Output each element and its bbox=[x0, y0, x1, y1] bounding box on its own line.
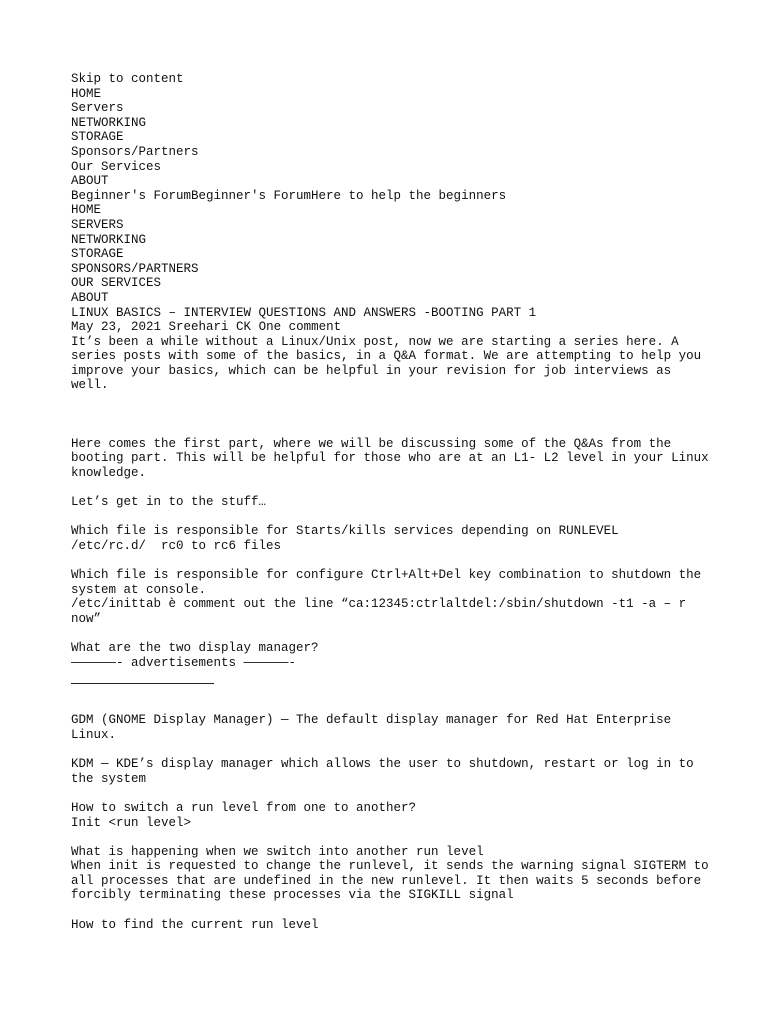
advertisements-label: ——————- advertisements ——————- bbox=[71, 655, 297, 670]
question-5: What is happening when we switch into another run level bbox=[71, 844, 484, 859]
question-1: Which file is responsible for Starts/kills services depending on RUNLEVEL bbox=[71, 524, 619, 539]
answer-3-kdm: KDM — KDE’s display manager which allows the user to shutdown, restart or log in to the system bbox=[71, 757, 702, 786]
article bbox=[71, 305, 717, 933]
spacer bbox=[71, 393, 711, 437]
secondary-nav-home[interactable]: HOME bbox=[71, 203, 102, 218]
spacer bbox=[71, 510, 711, 525]
primary-nav-home[interactable]: HOME bbox=[71, 86, 102, 101]
primary-nav-networking[interactable]: NETWORKING bbox=[71, 115, 147, 130]
site-title[interactable]: Beginner's ForumBeginner's ForumHere to help the beginners bbox=[71, 188, 507, 203]
spacer bbox=[71, 481, 711, 496]
spacer bbox=[71, 903, 711, 918]
primary-nav-about[interactable]: ABOUT bbox=[71, 174, 109, 189]
advertisement-divider bbox=[71, 683, 214, 684]
answer-1: /etc/rc.d/ rc0 to rc6 files bbox=[71, 539, 282, 554]
secondary-nav-servers[interactable]: SERVERS bbox=[71, 217, 124, 232]
secondary-nav-our-services[interactable]: OUR SERVICES bbox=[71, 276, 162, 291]
answer-2: /etc/inittab è comment out the line “ca:12345:ctrlaltdel:/sbin/shutdown -t1 -a – r now” bbox=[71, 597, 694, 626]
secondary-nav bbox=[71, 203, 711, 305]
spacer bbox=[71, 627, 711, 642]
question-6: How to find the current run level bbox=[71, 917, 319, 932]
skip-to-content-link[interactable]: Skip to content bbox=[71, 72, 184, 86]
spacer bbox=[71, 830, 711, 845]
answer-3-gdm: GDM (GNOME Display Manager) — The default display manager for Red Hat Enterprise Linux. bbox=[71, 713, 679, 742]
article-title[interactable]: LINUX BASICS – INTERVIEW QUESTIONS AND ANSWERS -BOOTING PART 1 bbox=[71, 305, 537, 320]
article-date[interactable]: May 23, 2021 bbox=[71, 320, 162, 335]
secondary-nav-sponsors-partners[interactable]: SPONSORS/PARTNERS bbox=[71, 261, 199, 276]
article-lets-go: Let’s get in to the stuff… bbox=[71, 495, 267, 510]
secondary-nav-storage[interactable]: STORAGE bbox=[71, 247, 124, 262]
spacer bbox=[71, 743, 711, 758]
question-3: What are the two display manager? bbox=[71, 641, 319, 656]
article-intro: It’s been a while without a Linux/Unix post, now we are starting a series here. A series posts with some of the basics, in a Q&A format. We are attempting to help you improve your basics, which can be helpful in your revision for job interviews as well. bbox=[71, 334, 709, 393]
primary-nav bbox=[71, 87, 711, 189]
article-comments-link[interactable]: One comment bbox=[258, 320, 342, 335]
secondary-nav-networking[interactable]: NETWORKING bbox=[71, 232, 147, 247]
article-meta bbox=[71, 320, 711, 335]
article-part-intro: Here comes the first part, where we will be discussing some of the Q&As from the booting part. This will be helpful for those who are at an L1- L2 level in your Linux knowledge. bbox=[71, 436, 717, 481]
answer-5: When init is requested to change the runlevel, it sends the warning signal SIGTERM to all processes that are undefined in the new runlevel. It then waits 5 seconds before forcibly terminating these processes via the SIGKILL signal bbox=[71, 859, 717, 903]
primary-nav-servers[interactable]: Servers bbox=[71, 101, 124, 116]
question-4: How to switch a run level from one to another? bbox=[71, 800, 417, 815]
page-content bbox=[71, 72, 717, 932]
question-2: Which file is responsible for configure Ctrl+Alt+Del key combination to shutdown the system at console. bbox=[71, 568, 709, 597]
primary-nav-sponsors-partners[interactable]: Sponsors/Partners bbox=[71, 144, 199, 159]
primary-nav-our-services[interactable]: Our Services bbox=[71, 159, 162, 174]
secondary-nav-about[interactable]: ABOUT bbox=[71, 290, 109, 305]
answer-4: Init <run level> bbox=[71, 815, 192, 830]
spacer bbox=[71, 786, 711, 801]
primary-nav-storage[interactable]: STORAGE bbox=[71, 130, 124, 145]
spacer bbox=[71, 554, 711, 569]
article-author[interactable]: Sreehari CK bbox=[168, 320, 252, 335]
